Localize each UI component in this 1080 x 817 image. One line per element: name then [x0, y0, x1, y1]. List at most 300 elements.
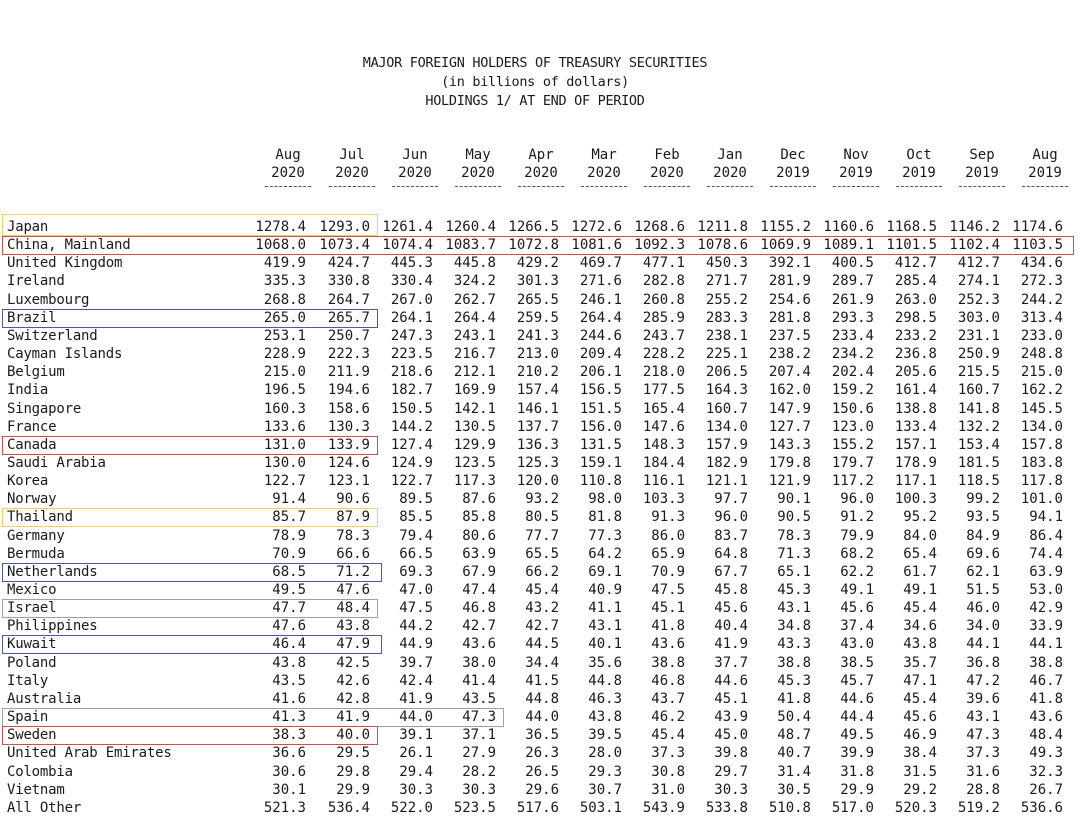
holding-value: 43.6 [1029, 709, 1063, 726]
holding-value: 503.1 [579, 799, 622, 816]
column-year: 2020 [271, 165, 305, 181]
holding-value: 37.4 [840, 618, 874, 635]
holding-value: 150.6 [831, 400, 874, 417]
holding-value: 46.8 [651, 672, 685, 689]
holding-value: 218.6 [390, 364, 433, 381]
holding-value: 41.8 [777, 690, 811, 707]
holding-value: 40.7 [777, 745, 811, 762]
holding-value: 543.9 [642, 799, 685, 816]
country-name: Sweden [7, 727, 57, 744]
holding-value: 74.4 [1029, 545, 1063, 562]
holding-value: 44.9 [399, 636, 433, 653]
holding-value: 253.1 [263, 327, 306, 344]
holding-value: 1083.7 [445, 237, 496, 254]
holding-value: 31.4 [777, 763, 811, 780]
column-year: 2020 [461, 165, 495, 181]
holding-value: 62.2 [840, 563, 874, 580]
column-year: 2019 [839, 165, 873, 181]
holding-value: 47.6 [336, 582, 370, 598]
country-name: Brazil [7, 309, 57, 326]
country-name: All Other [7, 799, 82, 816]
holding-value: 38.8 [777, 654, 811, 671]
holding-value: 43.8 [903, 636, 937, 653]
holding-value: 44.5 [525, 636, 559, 653]
holding-value: 42.5 [336, 654, 370, 671]
holding-value: 90.1 [777, 491, 811, 508]
holding-value: 207.4 [768, 364, 811, 381]
country-name: Ireland [7, 273, 65, 290]
holding-value: 43.5 [272, 672, 306, 689]
holding-value: 209.4 [579, 346, 622, 363]
holding-value: 117.1 [894, 473, 937, 490]
column-underline [518, 186, 564, 187]
holding-value: 231.1 [957, 327, 1000, 344]
holding-value: 78.3 [336, 527, 370, 544]
holding-value: 225.1 [705, 346, 748, 363]
column-header [956, 146, 1008, 196]
holding-value: 31.0 [651, 781, 685, 798]
column-year: 2020 [398, 165, 432, 181]
holding-value: 124.6 [327, 454, 370, 471]
column-year: 2019 [965, 165, 999, 181]
holding-value: 248.8 [1020, 346, 1063, 363]
column-underline [392, 186, 438, 187]
holding-value: 182.9 [705, 454, 748, 471]
holding-value: 250.7 [327, 327, 370, 344]
holding-value: 30.1 [272, 781, 306, 798]
holding-value: 44.1 [1029, 636, 1063, 653]
country-name: Netherlands [7, 563, 98, 580]
holding-value: 32.3 [1029, 763, 1063, 780]
holding-value: 164.3 [705, 382, 748, 399]
table-row [0, 454, 1080, 472]
holding-value: 137.7 [516, 418, 559, 435]
holding-value: 298.5 [894, 309, 937, 326]
column-underline [265, 186, 311, 187]
holding-value: 65.1 [777, 563, 811, 580]
holding-value: 94.1 [1029, 509, 1063, 526]
column-underline [770, 186, 816, 187]
holding-value: 127.7 [768, 418, 811, 435]
holding-value: 38.0 [462, 654, 496, 671]
holding-value: 40.9 [588, 582, 622, 598]
holding-value: 78.3 [777, 527, 811, 544]
column-month: Oct [906, 147, 932, 163]
holding-value: 77.7 [525, 527, 559, 544]
holding-value: 205.6 [894, 364, 937, 381]
holding-value: 268.8 [263, 291, 306, 308]
holding-value: 1278.4 [255, 219, 306, 235]
holding-value: 38.3 [272, 727, 306, 744]
holding-value: 30.5 [777, 781, 811, 798]
holding-value: 69.1 [588, 563, 622, 580]
country-name: Japan [7, 219, 49, 235]
table-row [0, 363, 1080, 381]
holding-value: 38.5 [840, 654, 874, 671]
holding-value: 1293.0 [319, 219, 370, 235]
holding-value: 293.3 [831, 309, 874, 326]
holding-value: 177.5 [642, 382, 685, 399]
holding-value: 44.1 [966, 636, 1000, 653]
holding-value: 1272.6 [571, 219, 622, 235]
holding-value: 46.2 [651, 709, 685, 726]
column-underline [644, 186, 690, 187]
holding-value: 44.0 [525, 709, 559, 726]
holding-value: 46.4 [272, 636, 306, 653]
holding-value: 87.9 [336, 509, 370, 526]
holding-value: 264.1 [390, 309, 433, 326]
column-year: 2020 [335, 165, 369, 181]
holding-value: 43.8 [272, 654, 306, 671]
holding-value: 116.1 [642, 473, 685, 490]
holding-value: 127.4 [390, 436, 433, 453]
holding-value: 41.9 [336, 709, 370, 726]
holding-value: 158.6 [327, 400, 370, 417]
holding-value: 46.3 [588, 690, 622, 707]
holding-value: 86.4 [1029, 527, 1063, 544]
holding-value: 250.9 [957, 346, 1000, 363]
holding-value: 45.6 [840, 600, 874, 617]
holding-value: 93.5 [966, 509, 1000, 526]
holding-value: 117.2 [831, 473, 874, 490]
holding-value: 84.0 [903, 527, 937, 544]
holding-value: 1073.4 [319, 237, 370, 254]
column-underline [1022, 186, 1068, 187]
holding-value: 141.8 [957, 400, 1000, 417]
holding-value: 477.1 [642, 255, 685, 272]
holding-value: 41.3 [272, 709, 306, 726]
holding-value: 100.3 [894, 491, 937, 508]
holding-value: 1078.6 [697, 237, 748, 254]
holding-value: 31.6 [966, 763, 1000, 780]
holding-value: 68.2 [840, 545, 874, 562]
holding-value: 533.8 [705, 799, 748, 816]
holding-value: 34.6 [903, 618, 937, 635]
table-row [0, 527, 1080, 545]
holding-value: 517.6 [516, 799, 559, 816]
holding-value: 29.3 [588, 763, 622, 780]
country-name: Singapore [7, 400, 82, 417]
holding-value: 46.7 [1029, 672, 1063, 689]
table-row [0, 781, 1080, 799]
holding-value: 1102.4 [949, 237, 1000, 254]
holding-value: 98.0 [588, 491, 622, 508]
holding-value: 35.7 [903, 654, 937, 671]
country-name: Canada [7, 436, 57, 453]
holding-value: 30.3 [462, 781, 496, 798]
holding-value: 123.1 [327, 473, 370, 490]
holding-value: 252.3 [957, 291, 1000, 308]
report-holdings-line: HOLDINGS 1/ AT END OF PERIOD [425, 93, 645, 109]
column-month: Sep [969, 147, 995, 163]
holding-value: 43.9 [714, 709, 748, 726]
holding-value: 49.3 [1029, 745, 1063, 762]
holding-value: 159.2 [831, 382, 874, 399]
table-row [0, 708, 1080, 726]
table-row [0, 236, 1080, 254]
holding-value: 159.1 [579, 454, 622, 471]
holding-value: 523.5 [453, 799, 496, 816]
country-name: Spain [7, 709, 49, 726]
table-row [0, 726, 1080, 744]
holding-value: 267.0 [390, 291, 433, 308]
table-row [0, 654, 1080, 672]
holding-value: 43.6 [462, 636, 496, 653]
holding-value: 62.1 [966, 563, 1000, 580]
holding-value: 133.6 [263, 418, 306, 435]
report-subtitle: (in billions of dollars) [441, 74, 629, 90]
column-header [704, 146, 756, 196]
country-name: Belgium [7, 364, 65, 381]
country-name: Bermuda [7, 545, 65, 562]
table-row [0, 309, 1080, 327]
holding-value: 96.0 [714, 509, 748, 526]
holding-value: 39.6 [966, 690, 1000, 707]
column-header [262, 146, 314, 196]
holding-value: 43.5 [462, 690, 496, 707]
holding-value: 45.6 [903, 709, 937, 726]
holding-value: 87.6 [462, 491, 496, 508]
holding-value: 41.9 [714, 636, 748, 653]
holding-value: 80.6 [462, 527, 496, 544]
holding-value: 29.9 [336, 781, 370, 798]
holding-value: 434.6 [1020, 255, 1063, 272]
holding-value: 63.9 [1029, 563, 1063, 580]
holding-value: 39.9 [840, 745, 874, 762]
column-underline [896, 186, 942, 187]
holding-value: 39.8 [714, 745, 748, 762]
holding-value: 228.2 [642, 346, 685, 363]
holding-value: 41.8 [651, 618, 685, 635]
holding-value: 89.5 [399, 491, 433, 508]
holding-value: 271.6 [579, 273, 622, 290]
holding-value: 1211.8 [697, 219, 748, 235]
holding-value: 162.2 [1020, 382, 1063, 399]
holding-value: 261.9 [831, 291, 874, 308]
holding-value: 91.2 [840, 509, 874, 526]
holding-value: 157.9 [705, 436, 748, 453]
country-name: Germany [7, 527, 65, 544]
table-row [0, 763, 1080, 781]
holding-value: 42.7 [525, 618, 559, 635]
column-year: 2020 [650, 165, 684, 181]
holding-value: 26.7 [1029, 781, 1063, 798]
column-header [389, 146, 441, 196]
holding-value: 218.0 [642, 364, 685, 381]
holding-value: 122.7 [390, 473, 433, 490]
holding-value: 47.2 [966, 672, 1000, 689]
holding-value: 536.4 [327, 799, 370, 816]
country-name: Saudi Arabia [7, 454, 106, 471]
holding-value: 522.0 [390, 799, 433, 816]
holding-value: 1069.9 [760, 237, 811, 254]
holding-value: 283.3 [705, 309, 748, 326]
table-row [0, 472, 1080, 490]
country-name: China, Mainland [7, 237, 131, 254]
column-month: Nov [843, 147, 869, 163]
holding-value: 46.9 [903, 727, 937, 744]
holding-value: 238.2 [768, 346, 811, 363]
holding-value: 134.0 [705, 418, 748, 435]
column-header [641, 146, 693, 196]
holding-value: 45.3 [777, 672, 811, 689]
holding-value: 44.8 [525, 690, 559, 707]
holding-value: 510.8 [768, 799, 811, 816]
holding-value: 97.7 [714, 491, 748, 508]
holding-value: 142.1 [453, 400, 496, 417]
column-year: 2019 [902, 165, 936, 181]
holding-value: 29.6 [525, 781, 559, 798]
holding-value: 150.5 [390, 400, 433, 417]
holding-value: 86.0 [651, 527, 685, 544]
holding-value: 29.8 [336, 763, 370, 780]
holding-value: 30.6 [272, 763, 306, 780]
holding-value: 40.1 [588, 636, 622, 653]
column-header [767, 146, 819, 196]
holding-value: 182.7 [390, 382, 433, 399]
holding-value: 31.8 [840, 763, 874, 780]
holding-value: 47.9 [336, 636, 370, 653]
holding-value: 183.8 [1020, 454, 1063, 471]
holding-value: 45.3 [777, 582, 811, 598]
holding-value: 63.9 [462, 545, 496, 562]
holding-value: 43.1 [588, 618, 622, 635]
holding-value: 244.2 [1020, 291, 1063, 308]
holding-value: 156.5 [579, 382, 622, 399]
holding-value: 121.9 [768, 473, 811, 490]
holding-value: 90.5 [777, 509, 811, 526]
column-year: 2020 [524, 165, 558, 181]
holding-value: 233.0 [1020, 327, 1063, 344]
holding-value: 160.3 [263, 400, 306, 417]
holding-value: 184.4 [642, 454, 685, 471]
column-month: Dec [780, 147, 806, 163]
holding-value: 96.0 [840, 491, 874, 508]
holding-value: 206.5 [705, 364, 748, 381]
holding-value: 65.9 [651, 545, 685, 562]
holding-value: 29.9 [840, 781, 874, 798]
holding-value: 85.5 [399, 509, 433, 526]
holding-value: 160.7 [957, 382, 1000, 399]
country-name: Norway [7, 491, 57, 508]
column-underline [707, 186, 753, 187]
holding-value: 48.4 [336, 600, 370, 617]
holding-value: 30.8 [651, 763, 685, 780]
holding-value: 35.6 [588, 654, 622, 671]
holding-value: 1174.6 [1012, 219, 1063, 235]
holding-value: 77.3 [588, 527, 622, 544]
holding-value: 155.2 [831, 436, 874, 453]
holding-value: 28.8 [966, 781, 1000, 798]
holding-value: 71.2 [336, 563, 370, 580]
holding-value: 206.1 [579, 364, 622, 381]
report-title: MAJOR FOREIGN HOLDERS OF TREASURY SECURITIES [362, 55, 708, 71]
column-year: 2020 [587, 165, 621, 181]
holding-value: 196.5 [263, 382, 306, 399]
holding-value: 30.3 [714, 781, 748, 798]
holding-value: 41.5 [525, 672, 559, 689]
holding-value: 202.4 [831, 364, 874, 381]
holding-value: 117.3 [453, 473, 496, 490]
holding-value: 39.5 [588, 727, 622, 744]
table-row [0, 381, 1080, 399]
holding-value: 45.4 [903, 690, 937, 707]
holding-value: 46.8 [462, 600, 496, 617]
holding-value: 1092.3 [634, 237, 685, 254]
holding-value: 43.1 [777, 600, 811, 617]
holding-value: 424.7 [327, 255, 370, 272]
table-row [0, 418, 1080, 436]
holding-value: 45.4 [903, 600, 937, 617]
holding-value: 281.8 [768, 309, 811, 326]
holding-value: 1261.4 [382, 219, 433, 235]
holding-value: 324.2 [453, 273, 496, 290]
column-month: Feb [654, 147, 680, 163]
holding-value: 265.7 [327, 309, 370, 326]
holding-value: 272.3 [1020, 273, 1063, 290]
holding-value: 211.9 [327, 364, 370, 381]
column-month: Apr [528, 147, 554, 163]
column-month: Jul [339, 147, 365, 163]
country-name: France [7, 418, 57, 435]
holding-value: 215.0 [1020, 364, 1063, 381]
holding-value: 65.4 [903, 545, 937, 562]
holding-value: 99.2 [966, 491, 1000, 508]
holding-value: 1160.6 [823, 219, 874, 235]
holding-value: 243.7 [642, 327, 685, 344]
holding-value: 125.3 [516, 454, 559, 471]
holding-value: 259.5 [516, 309, 559, 326]
country-name: India [7, 382, 49, 399]
table-row [0, 599, 1080, 617]
column-underline [833, 186, 879, 187]
holding-value: 335.3 [263, 273, 306, 290]
holding-value: 49.1 [840, 582, 874, 598]
holding-value: 247.3 [390, 327, 433, 344]
holding-value: 228.9 [263, 346, 306, 363]
holding-value: 80.5 [525, 509, 559, 526]
holding-value: 78.9 [272, 527, 306, 544]
holding-value: 136.3 [516, 436, 559, 453]
table-row [0, 799, 1080, 817]
country-name: Philippines [7, 618, 98, 635]
holding-value: 41.4 [462, 672, 496, 689]
holding-value: 129.9 [453, 436, 496, 453]
holding-value: 103.3 [642, 491, 685, 508]
holding-value: 264.4 [453, 309, 496, 326]
holding-value: 42.7 [462, 618, 496, 635]
holding-value: 1266.5 [508, 219, 559, 235]
holding-value: 118.5 [957, 473, 1000, 490]
holding-value: 157.8 [1020, 436, 1063, 453]
holding-value: 265.0 [263, 309, 306, 326]
holding-value: 160.7 [705, 400, 748, 417]
table-row [0, 327, 1080, 345]
holding-value: 144.2 [390, 418, 433, 435]
holding-value: 392.1 [768, 255, 811, 272]
holding-value: 34.8 [777, 618, 811, 635]
holding-value: 101.0 [1020, 491, 1063, 508]
country-name: Poland [7, 654, 57, 671]
country-name: United Kingdom [7, 255, 123, 272]
holding-value: 313.4 [1020, 309, 1063, 326]
holding-value: 213.0 [516, 346, 559, 363]
country-name: Mexico [7, 582, 57, 598]
holding-value: 45.0 [714, 727, 748, 744]
holding-value: 41.6 [272, 690, 306, 707]
holding-value: 419.9 [263, 255, 306, 272]
holding-value: 43.2 [525, 600, 559, 617]
